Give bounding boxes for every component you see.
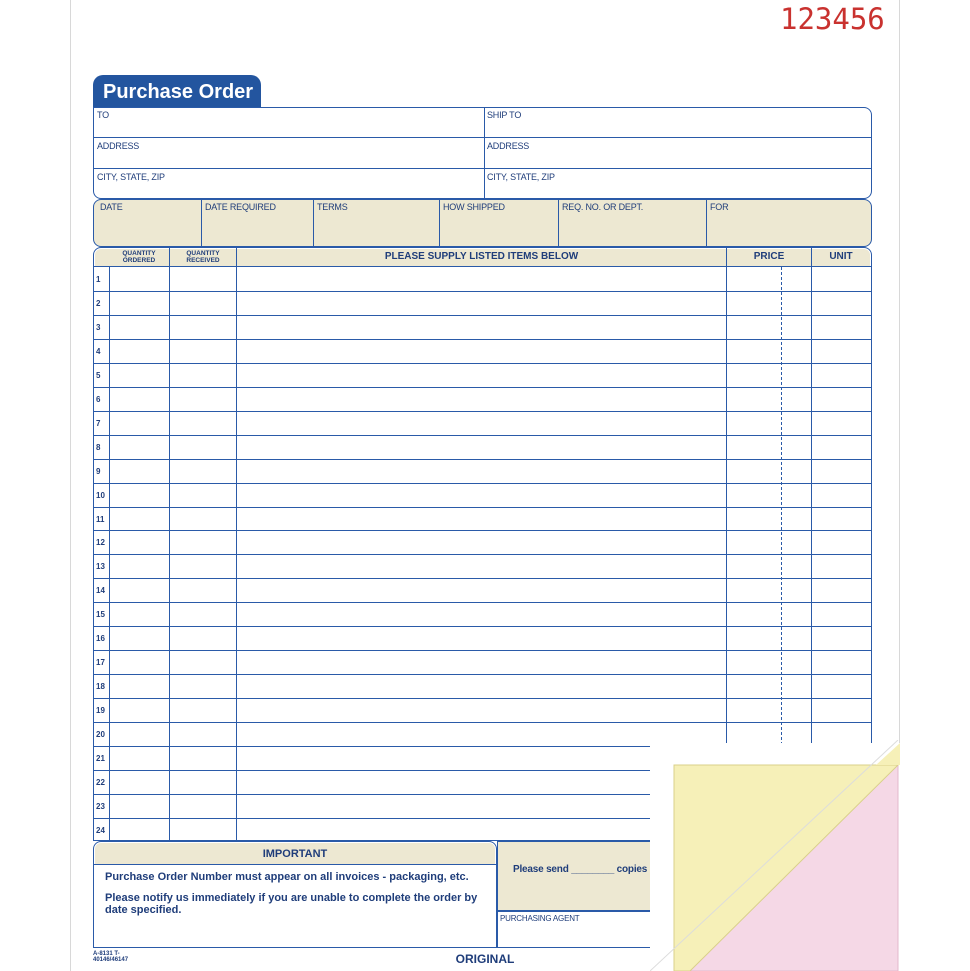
form-number: 123456	[780, 2, 885, 36]
carbon-copy-pages	[650, 740, 900, 971]
row-number: 1	[96, 275, 101, 284]
row-divider	[94, 363, 871, 364]
description-header: PLEASE SUPPLY LISTED ITEMS BELOW	[384, 251, 579, 262]
address-block	[93, 107, 872, 199]
divider	[236, 248, 237, 840]
row-divider	[94, 339, 871, 340]
divider	[706, 200, 707, 246]
row-divider	[94, 698, 871, 699]
row-divider	[94, 578, 871, 579]
to-field[interactable]: TO	[97, 110, 109, 120]
row-number: 10	[96, 490, 105, 500]
row-divider	[94, 387, 871, 388]
row-number: 23	[96, 801, 105, 811]
please-send-copies: Please send ________ copies	[513, 864, 648, 875]
divider	[439, 200, 440, 246]
row-number: 6	[96, 394, 101, 404]
ship-address-field[interactable]: ADDRESS	[487, 141, 530, 151]
row-divider	[94, 459, 871, 460]
divider	[94, 137, 871, 138]
date-required-field[interactable]: DATE REQUIRED	[205, 202, 276, 212]
ship-to-field[interactable]: SHIP TO	[487, 110, 522, 120]
row-number: 12	[96, 538, 105, 548]
row-number: 9	[96, 466, 101, 476]
date-field[interactable]: DATE	[100, 202, 123, 212]
row-divider	[94, 291, 871, 292]
ship-city-state-zip-field[interactable]: CITY, STATE, ZIP	[487, 172, 555, 182]
row-number: 15	[96, 610, 105, 620]
row-divider	[94, 674, 871, 675]
row-number: 17	[96, 658, 105, 668]
important-note-1: Purchase Order Number must appear on all invoices - packaging, etc.	[105, 871, 469, 883]
row-number: 19	[96, 706, 105, 716]
row-divider	[94, 435, 871, 436]
price-header: PRICE	[753, 251, 785, 262]
divider	[109, 266, 110, 840]
divider	[313, 200, 314, 246]
divider	[94, 864, 496, 865]
address-field[interactable]: ADDRESS	[97, 141, 140, 151]
important-heading: IMPORTANT	[262, 848, 328, 860]
row-divider	[94, 530, 871, 531]
row-number: 14	[96, 586, 105, 596]
form-code: A-8131 T-40146/46147	[93, 951, 129, 963]
divider	[169, 248, 170, 840]
row-number: 8	[96, 442, 101, 452]
row-divider	[94, 722, 871, 723]
terms-field[interactable]: TERMS	[317, 202, 348, 212]
row-number: 16	[96, 634, 105, 644]
row-divider	[94, 602, 871, 603]
row-divider	[94, 507, 871, 508]
req-no-dept-field[interactable]: REQ. NO. OR DEPT.	[562, 202, 644, 212]
form-title: Purchase Order	[93, 75, 261, 108]
for-field[interactable]: FOR	[710, 202, 729, 212]
divider	[94, 168, 871, 169]
important-note-2: Please notify us immediately if you are unable to complete the order by date specified.	[105, 892, 478, 916]
row-divider	[94, 315, 871, 316]
row-number: 13	[96, 562, 105, 572]
qty-ordered-header: QUANTITY ORDERED	[122, 250, 156, 264]
purchasing-agent-field[interactable]: PURCHASING AGENT	[500, 914, 580, 923]
row-number: 2	[96, 298, 101, 308]
row-number: 24	[96, 825, 105, 835]
unit-header: UNIT	[829, 251, 853, 262]
city-state-zip-field[interactable]: CITY, STATE, ZIP	[97, 172, 165, 182]
qty-received-header: QUANTITY RECEIVED	[186, 250, 220, 264]
row-divider	[94, 626, 871, 627]
row-number: 20	[96, 730, 105, 740]
row-number: 18	[96, 682, 105, 692]
row-divider	[94, 650, 871, 651]
row-divider	[94, 411, 871, 412]
row-divider	[94, 483, 871, 484]
divider	[484, 108, 485, 198]
row-number: 3	[96, 322, 101, 332]
how-shipped-field[interactable]: HOW SHIPPED	[443, 202, 505, 212]
copy-label: ORIGINAL	[455, 952, 515, 966]
row-divider	[94, 554, 871, 555]
row-number: 22	[96, 777, 105, 787]
row-number: 7	[96, 418, 101, 428]
row-number: 4	[96, 346, 101, 356]
divider	[94, 266, 871, 267]
row-number: 5	[96, 370, 101, 380]
divider	[558, 200, 559, 246]
divider	[201, 200, 202, 246]
row-number: 21	[96, 754, 105, 763]
row-number: 11	[96, 514, 105, 524]
